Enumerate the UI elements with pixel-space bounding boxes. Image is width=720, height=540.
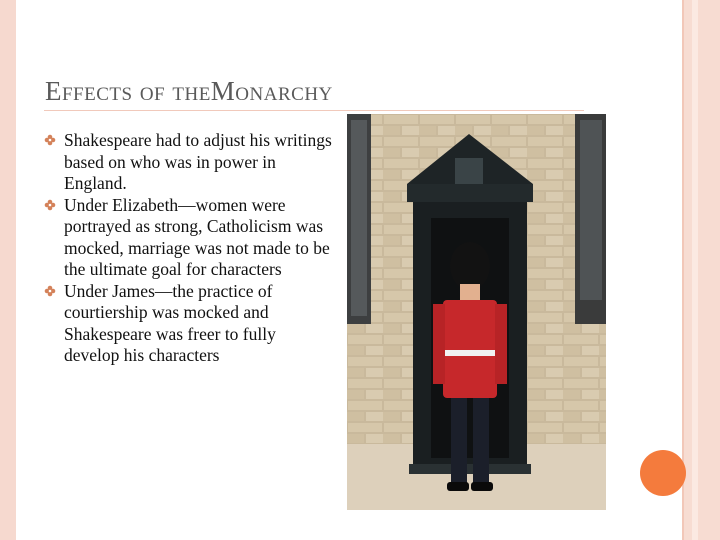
right-border-strip	[682, 0, 720, 540]
slide-title: Effects of theMonarchy	[45, 76, 333, 106]
bullet-item	[44, 281, 334, 367]
bullet-text: Shakespeare had to adjust his writings based on who was in power in England.	[64, 130, 332, 193]
bullet-text: Under Elizabeth—women were portrayed as strong, Catholicism was mocked, marriage was not made to be the ultimate goal for characters	[64, 194, 330, 279]
bullet-text: Under James—the practice of courtiership was mocked and Shakespeare was freer to fully develop his characters	[64, 280, 276, 365]
left-border-strip	[0, 0, 16, 540]
flower-bullet-icon	[44, 134, 56, 146]
decorative-orange-circle	[640, 450, 686, 496]
flower-bullet-icon	[44, 199, 56, 211]
royal-guard-photo	[347, 114, 606, 510]
title-divider	[44, 110, 584, 111]
flower-bullet-icon	[44, 285, 56, 297]
bullet-list	[44, 130, 334, 367]
bullet-item	[44, 195, 334, 281]
photo-illustration	[347, 114, 606, 510]
bullet-item	[44, 130, 334, 195]
